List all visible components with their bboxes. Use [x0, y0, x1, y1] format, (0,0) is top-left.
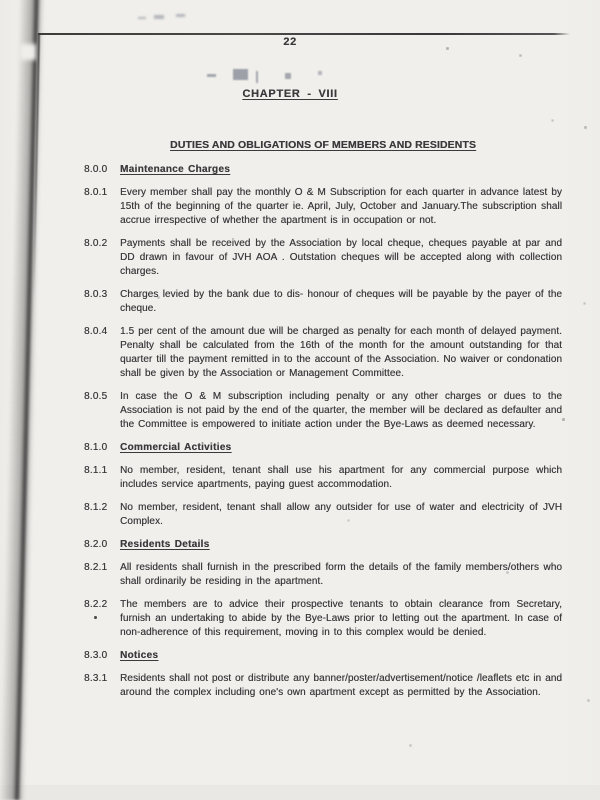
document-title: DUTIES AND OBLIGATIONS OF MEMBERS AND RESIDENTS [170, 139, 476, 151]
section-text: Every member shall pay the monthly O & M Subscription for each quarter in advance latest by 15th of the beginning of the quarter ie. April, July, October and January.The subscription shall accrue irrespective of whether the apartment is in occupation or not. [120, 187, 562, 226]
section-number: 8.0.2 [84, 238, 108, 249]
section-text: Residents Details [120, 539, 210, 550]
section-row [84, 441, 562, 455]
section-text: Residents shall not post or distribute any banner/poster/advertisement/notice /leaflets etc in and around the complex including one's own apartment except as permitted by the Association. [120, 673, 562, 698]
section-row [84, 501, 562, 529]
section-text: Payments shall be received by the Association by local cheque, cheques payable at par and DD drawn in favour of JVH AOA . Outstation cheques will be accepted along with collection charges. [120, 238, 562, 277]
section-text: No member, resident, tenant shall allow any outsider for use of water and electricity of JVH Complex. [120, 502, 562, 527]
chapter-heading: CHAPTER - VIII [242, 88, 338, 100]
section-row [84, 288, 562, 316]
section-number: 8.0.4 [84, 326, 108, 337]
section-text: Maintenance Charges [120, 164, 231, 175]
binding-shadow-streak [0, 0, 45, 800]
section-number: 8.0.1 [84, 187, 108, 198]
section-text: 1.5 per cent of the amount due will be charged as penalty for each month of delayed payment. Penalty shall be calculated from the 16th of the month for the amount outstanding for that quarter till the payment remitted in to the account of the Association. No waiver or condonation shall be given by the Association or Management Committee. [120, 326, 562, 379]
section-row [84, 186, 562, 228]
section-row [84, 325, 562, 381]
section-row [84, 464, 562, 492]
section-text: Notices [120, 650, 159, 661]
section-text: All residents shall furnish in the prescribed form the details of the family members/others who shall ordinarily be residing in the apartment. [120, 562, 562, 587]
section-number: 8.0.0 [84, 164, 108, 175]
section-number: 8.2.0 [84, 539, 108, 550]
section-row [84, 672, 562, 700]
section-row [84, 598, 562, 640]
section-number: 8.3.0 [84, 650, 108, 661]
sections-list [84, 151, 562, 700]
section-text: Charges levied by the bank due to dis- honour of cheques will be payable by the payer of the cheque. [120, 289, 562, 314]
section-row [84, 561, 562, 589]
section-number: 8.0.5 [84, 391, 108, 402]
section-number: 8.0.3 [84, 289, 108, 300]
section-row [84, 649, 562, 663]
page-header [0, 0, 580, 101]
section-number: 8.1.0 [84, 442, 108, 453]
section-row [84, 237, 562, 279]
section-row [84, 163, 562, 177]
section-row [84, 390, 562, 432]
page-number: 22 [283, 36, 297, 48]
section-number: 8.1.2 [84, 502, 108, 513]
section-text: No member, resident, tenant shall use his apartment for any commercial purpose which includes service apartments, paying guest accommodation. [120, 465, 562, 490]
section-number: 8.3.1 [84, 673, 108, 684]
section-text: The members are to advice their prospective tenants to obtain clearance from Secretary, furnish an undertaking to abide by the Bye-Laws prior to letting out the apartment. In case of non-adherence of this requirement, moving in to this complex would be denied. [120, 599, 562, 638]
section-text: Commercial Activities [120, 442, 232, 453]
section-row [84, 538, 562, 552]
section-text: In case the O & M subscription including penalty or any other charges or dues to the Association is not paid by the end of the quarter, the member will be declared as defaulter and the Committee is empowered to initiate action under the Bye-Laws as deemed necessary. [120, 391, 562, 430]
section-number: 8.1.1 [84, 465, 108, 476]
section-number: 8.2.2 [84, 599, 108, 610]
section-number: 8.2.1 [84, 562, 108, 573]
